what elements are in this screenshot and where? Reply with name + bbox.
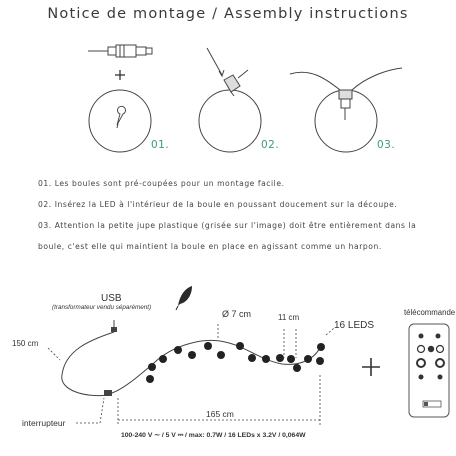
usb-plug-icon [111, 320, 117, 332]
ball-2 [199, 90, 261, 152]
light-string-cable [112, 340, 322, 393]
step-2-illustration [199, 48, 261, 152]
remote-label: télécommande [404, 308, 456, 317]
page-title: Notice de montage / Assembly instructions [47, 6, 409, 22]
plus-icon [115, 70, 125, 80]
instruction-3: 03. Attention la petite jupe plastique (grisée sur l'image) doit être entièrement dans la [38, 221, 417, 230]
spacing-marker [284, 329, 296, 358]
step-2-number: 02. [261, 139, 280, 151]
leaf-icon [178, 286, 192, 306]
led-balls [146, 342, 325, 383]
usb-note: (transformateur vendu séparément) [52, 304, 152, 311]
specs-label: 100-240 V ∼ / 5 V ⎓ / max: 0.7W / 16 LEDs x 3.2V / 0,064W [121, 432, 306, 439]
cable-length-label: 150 cm [12, 339, 39, 348]
slit-icon [117, 106, 126, 125]
step-3-number: 03. [377, 139, 396, 151]
remote-control-icon [409, 324, 449, 417]
ball-1 [89, 90, 151, 152]
instruction-1: 01. Les boules sont pré-coupées pour un montage facile. [38, 179, 285, 188]
string-length-label: 165 cm [206, 409, 234, 419]
led-plug-icon [88, 45, 152, 57]
switch-label: interrupteur [22, 418, 66, 428]
plus-icon [362, 358, 380, 376]
instruction-4: boule, c'est elle qui maintient la boule en place en agissant comme un harpon. [38, 242, 382, 251]
usb-cable [62, 332, 114, 396]
spacing-label: 11 cm [278, 313, 300, 322]
ball-diameter-label: Ø 7 cm [222, 309, 252, 319]
step-1-number: 01. [151, 139, 170, 151]
led-count-label: 16 LEDS [334, 320, 375, 331]
step-1-illustration [88, 45, 152, 152]
instruction-2: 02. Insérez la LED à l'intérieur de la boule en poussant doucement sur la découpe. [38, 200, 398, 209]
arrow-icon [207, 48, 222, 75]
usb-label: USB [101, 293, 122, 304]
switch-icon [104, 390, 112, 396]
